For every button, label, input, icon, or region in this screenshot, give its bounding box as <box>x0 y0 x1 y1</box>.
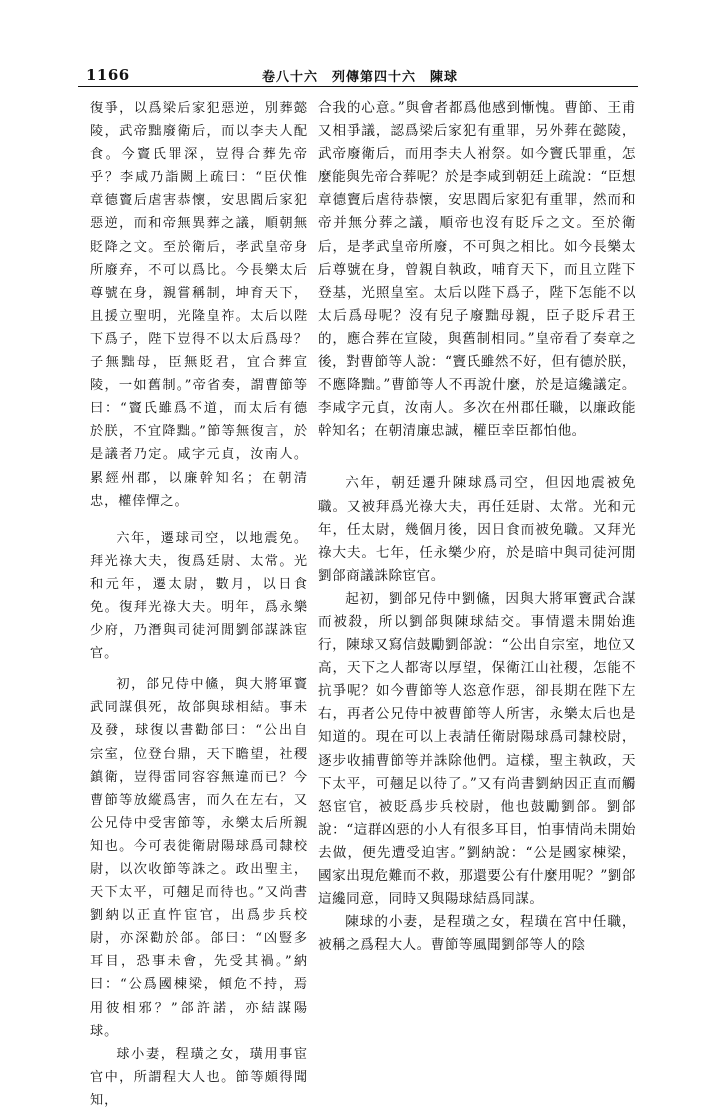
translation-paragraph: 六年，朝廷遷升陳球爲司空，但因地震被免職。又被拜爲光祿大夫，再任廷尉、太常。光和元年，任太尉，幾個月後，因日食而被免職。又拜光祿大夫。七年，任永樂少府，於是暗中與司徒河閒劉郃商議誅除宦官。 <box>318 475 636 584</box>
header-rule <box>78 86 638 87</box>
translation-column <box>318 97 636 957</box>
classical-paragraph: 六年，遷球司空，以地震免。拜光祿大夫，復爲廷尉、太常。光和元年，遷太尉，數月，以日食免。復拜光祿大夫。明年，爲永樂少府，乃潛與司徒河閒劉郃謀誅宦官。 <box>90 530 308 662</box>
classical-paragraph: 初，郃兄侍中鯈，與大將軍竇武同謀俱死，故郃與球相結。事未及發，球復以書勸郃曰：“公出自宗室，位登台鼎，天下瞻望，社稷鎮衛，豈得雷同容容無違而已？今曹節等放縱爲害，而久在左右，又公兄侍中受害節等，永樂太后所親知也。今可表徙衛尉陽球爲司隸校尉，以次收節等誅之。政出聖主，天下太平，可翹足而待也。”又尚書劉納以正直忤宦官，出爲步兵校尉，亦深勸於郃。郃曰：“凶豎多耳目，恐事未會，先受其禍。”納曰：“公爲國棟梁，傾危不持，焉用彼相邪？”郃許諾，亦結謀陽球。 <box>90 677 308 1039</box>
page-header <box>0 0 716 90</box>
classical-paragraph: 復爭，以爲梁后家犯惡逆，別葬懿陵，武帝黜廢衛后，而以李夫人配食。今竇氏罪深，豈得合葬先帝乎？李咸乃詣闕上疏曰：“臣伏惟章德竇后虐害恭懷，安思閻后家犯惡逆，而和帝無異葬之議，順朝無貶降之文。至於衛后，孝武皇帝身所廢弃，不可以爲比。今長樂太后尊號在身，親嘗稱制，坤育天下，且援立聖明，光隆皇祚。太后以陛下爲子，陛下豈得不以太后爲母？子無黜母，臣無貶君，宜合葬宣陵，一如舊制。”帝省奏，謂曹節等曰：“竇氏雖爲不道，而太后有德於朕，不宜降黜。”節等無復言，於是議者乃定。咸字元貞，汝南人。累經州郡，以廉幹知名；在朝清忠，權倖憚之。 <box>90 101 308 509</box>
translation-paragraph: 起初，劉郃兄侍中劉鯈，因與大將軍竇武合謀而被殺，所以劉郃與陳球結交。事情還未開始進行，陳球又寫信鼓勵劉郃說：“公出自宗室，地位又高，天下之人都寄以厚望，保衛江山社稷，怎能不抗爭呢？如今曹節等人恣意作惡，卻長期在陛下左右，再者公兄侍中被曹節等人所害，永樂太后也是知道的。現在可以上表請任衛尉陽球爲司隸校尉，逐步收捕曹節等并誅除他們。這樣，聖主執政，天下太平，可翹足以待了。”又有尚書劉納因正直而觸怒宦官，被貶爲步兵校尉，他也鼓勵劉郃。劉郃說：“這群凶惡的小人有很多耳目，怕事情尚未開始去做，便先遭受迫害。”劉納說：“公是國家棟梁，國家出現危難而不救，那還要公有什麼用呢？”劉郃這纔同意，同時又與陽球結爲同謀。 <box>318 590 636 908</box>
translation-paragraph: 合我的心意。”與會者都爲他感到慚愧。曹節、王甫又相爭議，認爲梁后家犯有重罪，另外葬在懿陵，武帝廢衛后，而用李夫人祔祭。如今竇氏罪重，怎麼能與先帝合葬呢？於是李咸到朝廷上疏說：“臣想章德竇后虐待恭懷，安思閻后家犯有重罪，然而和帝并無分葬之議，順帝也沒有貶斥之文。至於衛后，是孝武皇帝所廢，不可與之相比。如今長樂太后尊號在身，曾親自執政，哺育天下，而且立陛下登基，光照皇室。太后以陛下爲子，陛下怎能不以太后爲母呢？沒有兒子廢黜母親，臣子貶斥君王的，應合葬在宣陵，與舊制相同。”皇帝看了奏章之後，對曹節等人說：“竇氏雖然不好，但有德於朕，不應降黜。”曹節等人不再說什麼，於是這纔議定。李咸字元貞，汝南人。多次在州郡任職，以廉政能幹知名；在朝清廉忠誠，權臣幸臣都怕他。 <box>318 100 636 440</box>
classical-paragraph: 球小妻，程璜之女，璜用事宦官中，所謂程大人也。節等頗得聞知， <box>90 1046 308 1108</box>
classical-text-column <box>90 97 308 1112</box>
running-head: 卷八十六 列傳第四十六 陳球 <box>262 70 459 85</box>
page-number: 1166 <box>86 66 130 84</box>
translation-paragraph: 陳球的小妻，是程璜之女，程璜在宮中任職，被稱之爲程大人。曹節等風聞劉郃等人的陰 <box>318 914 636 954</box>
